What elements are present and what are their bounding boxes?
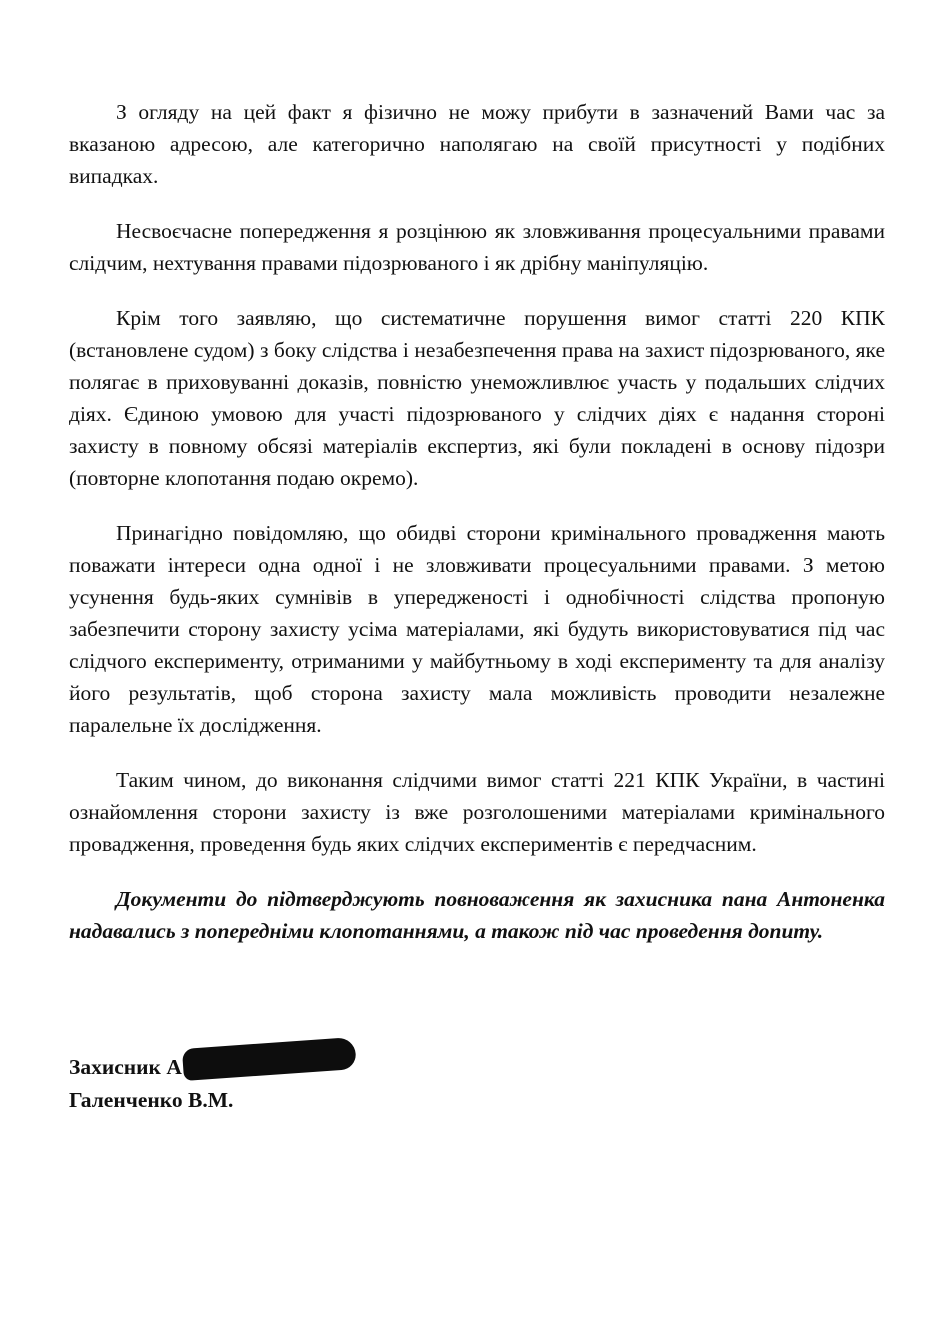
- paragraph-2: Несвоєчасне попередження я розцінюю як зловживання процесуальними правами слідчим, нехтування правами підозрюваного і як дрібну маніпуляцію.: [69, 219, 885, 275]
- paragraph-3: Крім того заявляю, що систематичне порушення вимог статті 220 КПК (встановлене судом) з боку слідства і незабезпечення права на захист підозрюваного, яке полягає в приховуванні доказів, повністю унеможливлює участь у подальших слідчих діях. Єдиною умовою для участі підозрюваного у слідчих діях є надання стороні захисту в повному обсязі матеріалів експертиз, які були покладені в основу підозри (повторне клопотання подаю окремо).: [69, 306, 885, 490]
- emphasis-paragraph: Документи до підтверджують повноваження як захисника пана Антоненка надавались з попередніми клопотаннями, а також під час проведення допиту.: [69, 887, 885, 943]
- paragraph-1: З огляду на цей факт я фізично не можу прибути в зазначений Вами час за вказаною адресою, але категорично наполягаю на своїй присутності у подібних випадках.: [69, 100, 885, 188]
- signature-line-1: Захисник А: [69, 1055, 182, 1079]
- signature-line-2: Галенченко В.М.: [69, 1088, 234, 1112]
- paragraph-4: Принагідно повідомляю, що обидві сторони кримінального провадження мають поважати інтереси одна одної і не зловживати процесуальними правами. З метою усунення будь-яких сумнівів в упередженості і однобічності слідства пропоную забезпечити сторону захисту усіма матеріалами, які будуть використовуватися під час слідчого експерименту, отриманими у майбутньому в ході експерименту та для аналізу його результатів, щоб сторона захисту мала можливість проводити незалежне паралельне їх дослідження.: [69, 521, 885, 737]
- letter-body: [69, 96, 885, 970]
- paragraph-5: Таким чином, до виконання слідчими вимог статті 221 КПК України, в частині ознайомлення сторони захисту із вже розголошеними матеріалами кримінального провадження, проведення будь яких слідчих експериментів є передчасним.: [69, 768, 885, 856]
